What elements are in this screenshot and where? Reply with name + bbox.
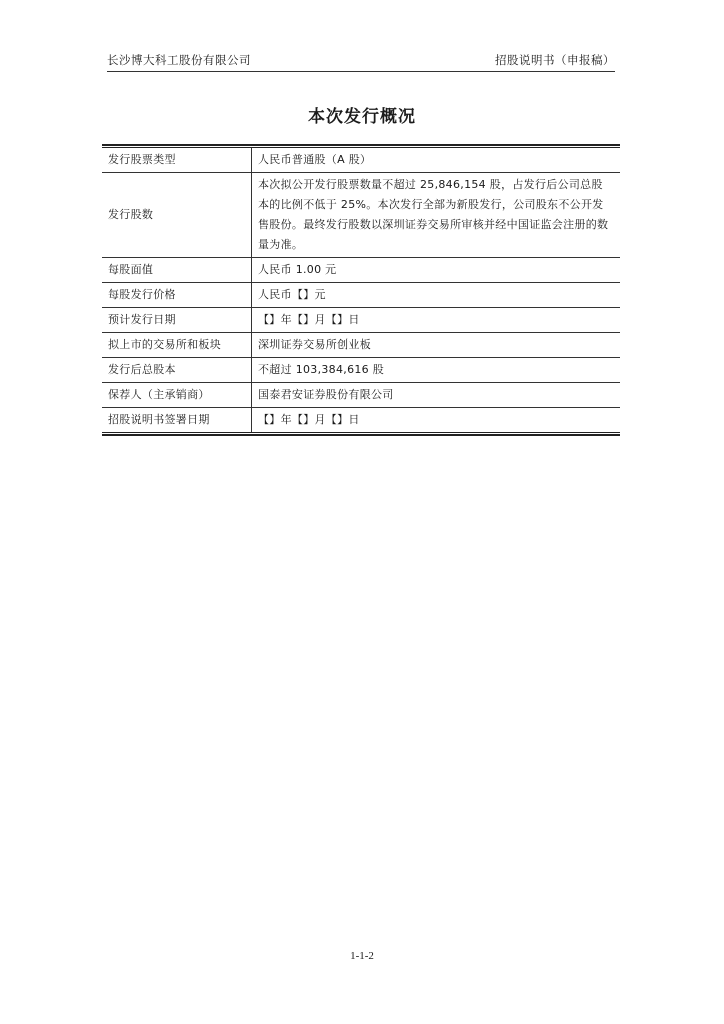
offering-summary-table-wrapper bbox=[102, 145, 620, 435]
row-value: 人民币【】元 bbox=[252, 283, 621, 308]
document-type: 招股说明书（申报稿） bbox=[495, 53, 615, 67]
table-row bbox=[102, 283, 620, 308]
row-value: 不超过 103,384,616 股 bbox=[252, 358, 621, 383]
table-row bbox=[102, 333, 620, 358]
table-row bbox=[102, 408, 620, 433]
row-value: 深圳证券交易所创业板 bbox=[252, 333, 621, 358]
table-row bbox=[102, 148, 620, 173]
table-row bbox=[102, 173, 620, 258]
table-row bbox=[102, 383, 620, 408]
row-label: 发行股票类型 bbox=[102, 148, 252, 173]
offering-summary-table bbox=[102, 148, 620, 432]
row-label: 发行股数 bbox=[102, 173, 252, 258]
row-value: 【】年【】月【】日 bbox=[252, 308, 621, 333]
row-value: 【】年【】月【】日 bbox=[252, 408, 621, 433]
page-header bbox=[107, 53, 615, 72]
row-label: 招股说明书签署日期 bbox=[102, 408, 252, 433]
company-name: 长沙博大科工股份有限公司 bbox=[107, 53, 251, 67]
row-label: 发行后总股本 bbox=[102, 358, 252, 383]
row-value: 本次拟公开发行股票数量不超过 25,846,154 股，占发行后公司总股本的比例不低于 25%。本次发行全部为新股发行，公司股东不公开发售股份。最终发行股数以深圳证券交易所审核并经中国证监会注册的数量为准。 bbox=[252, 173, 621, 258]
row-value: 人民币 1.00 元 bbox=[252, 258, 621, 283]
row-value: 国泰君安证券股份有限公司 bbox=[252, 383, 621, 408]
table-row bbox=[102, 258, 620, 283]
table-row bbox=[102, 358, 620, 383]
row-label: 拟上市的交易所和板块 bbox=[102, 333, 252, 358]
row-label: 保荐人（主承销商） bbox=[102, 383, 252, 408]
table-row bbox=[102, 308, 620, 333]
page-number: 1-1-2 bbox=[350, 950, 374, 962]
row-label: 每股发行价格 bbox=[102, 283, 252, 308]
row-value: 人民币普通股（A 股） bbox=[258, 153, 372, 166]
row-label: 每股面值 bbox=[102, 258, 252, 283]
page-title: 本次发行概况 bbox=[308, 107, 416, 127]
row-label: 预计发行日期 bbox=[102, 308, 252, 333]
